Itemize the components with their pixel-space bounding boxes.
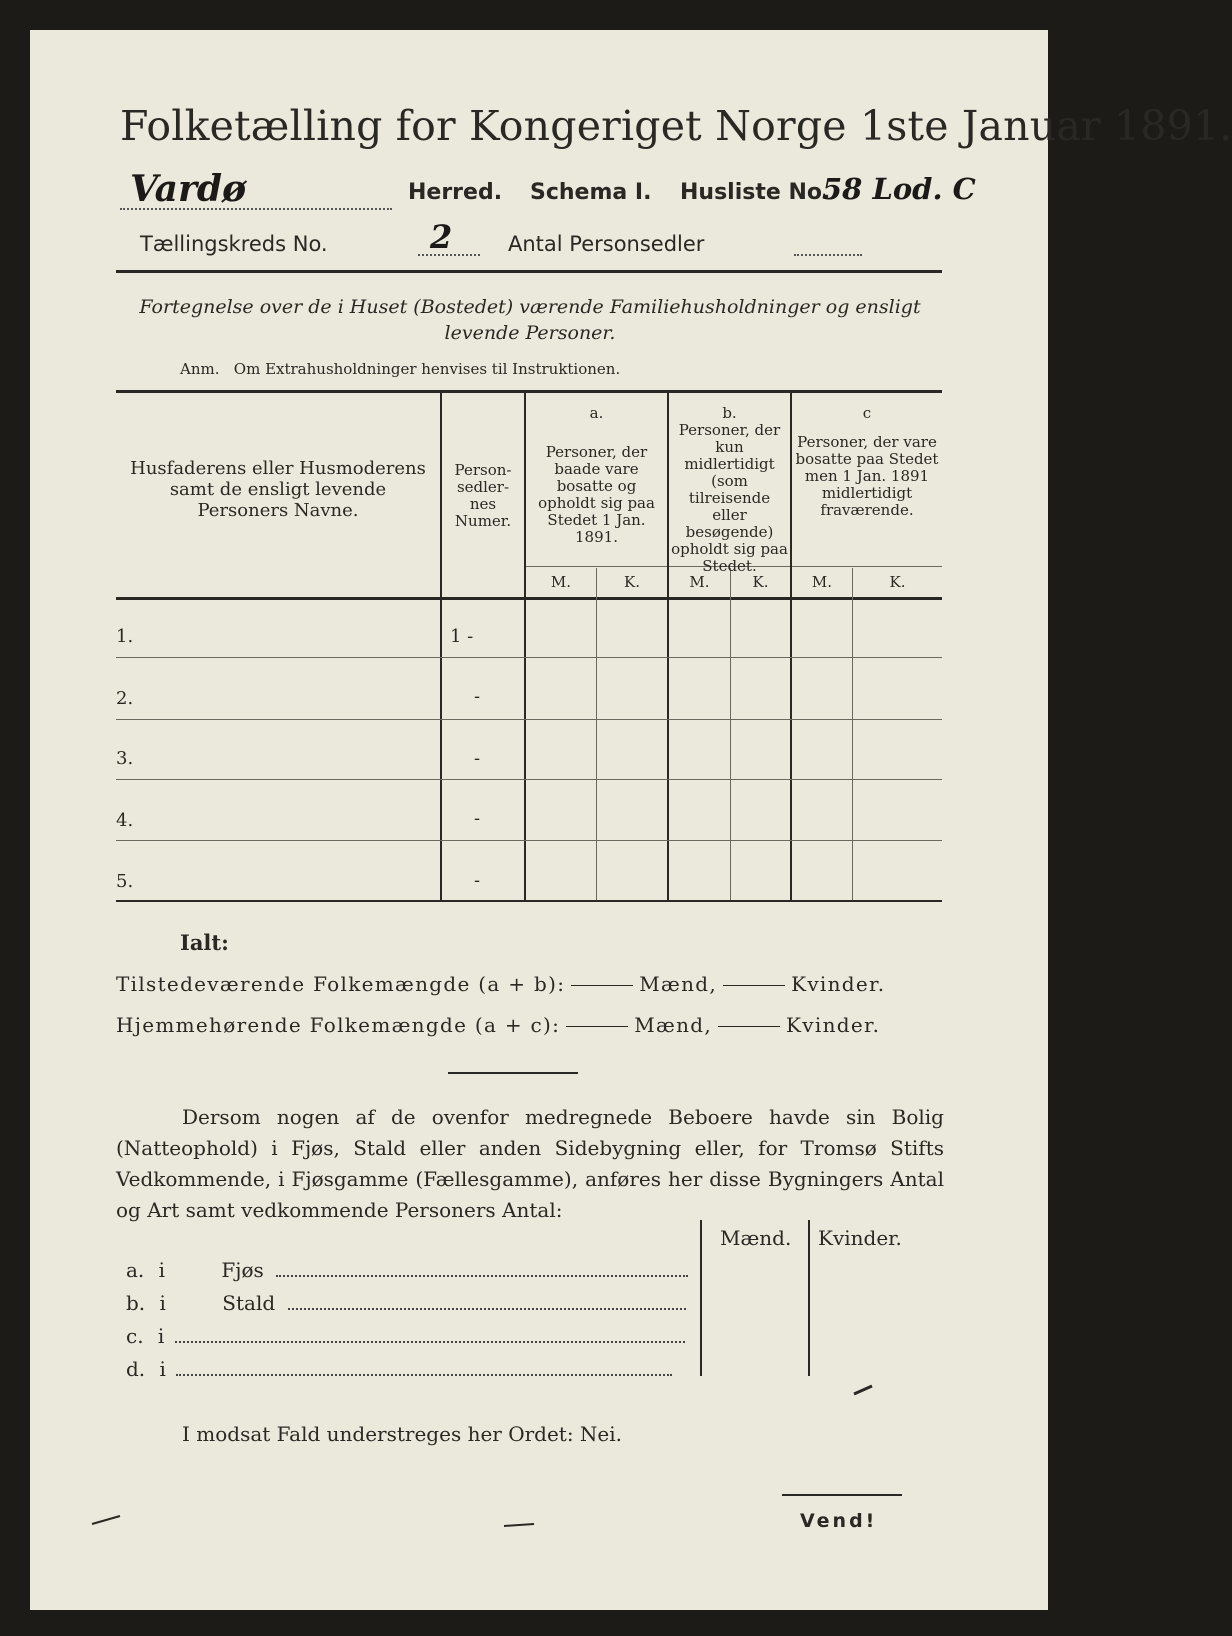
- vend-label: Vend!: [800, 1510, 878, 1532]
- bld-row-b: [126, 1291, 686, 1315]
- col-a-text: Personer, der baade vare bosatte og opholdt sig paa Stedet 1 Jan. 1891.: [538, 443, 655, 546]
- bld-row-b-dots: [288, 1308, 686, 1310]
- row-2-number: 2.: [116, 688, 134, 709]
- census-form-page: [30, 30, 1232, 1610]
- bld-row-b-letter: b.: [126, 1291, 146, 1315]
- col-a-letter: a.: [589, 404, 604, 422]
- ialt-label: Ialt:: [180, 930, 229, 955]
- bld-maend-header: Mænd.: [720, 1226, 792, 1250]
- vend-rule: [782, 1494, 902, 1496]
- hjemme-kvinder-label: Kvinder.: [786, 1013, 881, 1037]
- bld-row-c-letter: c.: [126, 1324, 144, 1348]
- herred-handwritten: Vardø: [130, 168, 247, 210]
- tilstede-label: Tilstedeværende Folkemængde (a + b):: [116, 972, 566, 996]
- hjemme-label: Hjemmehørende Folkemængde (a + c):: [116, 1013, 561, 1037]
- tilstede-maend-label: Mænd,: [639, 972, 718, 996]
- ink-mark-icon: [850, 1380, 880, 1400]
- row-3-numer: -: [474, 748, 481, 769]
- table-head-rule: [116, 597, 942, 600]
- bld-row-c-i: i: [157, 1324, 165, 1348]
- bld-row-d-letter: d.: [126, 1357, 146, 1381]
- k-header-a: K.: [624, 573, 640, 591]
- col-b-text: Personer, der kun midlertidigt (som tilreisende eller besøgende) opholdt sig paa Stedet.: [671, 421, 788, 575]
- herred-label: Herred.: [408, 180, 503, 205]
- row-5-numer: -: [474, 870, 481, 891]
- bld-kvinder-header: Kvinder.: [818, 1226, 902, 1250]
- tilstede-maend-blank: [571, 985, 633, 986]
- row-2-line: [116, 719, 942, 720]
- ink-mark-icon: [90, 1510, 130, 1530]
- bld-row-a-i: i: [158, 1258, 166, 1282]
- form-title: Folketælling for Kongeriget Norge 1ste Januar 1891.: [120, 102, 1232, 150]
- antal-field: [794, 232, 862, 256]
- tilstede-row: [116, 972, 885, 996]
- m-header-a: M.: [550, 573, 572, 591]
- col-b-letter: b.: [722, 404, 737, 422]
- section-divider: [448, 1072, 578, 1074]
- mk-divider-a: [596, 568, 597, 900]
- bld-row-b-i: i: [159, 1291, 166, 1315]
- hjemme-maend-blank: [566, 1026, 628, 1027]
- bld-divider-1: [700, 1220, 702, 1376]
- bld-row-c-dots: [175, 1341, 685, 1343]
- taellingskreds-label: Tællingskreds No.: [140, 232, 328, 256]
- tilstede-kvinder-label: Kvinder.: [791, 972, 886, 996]
- table-top-rule: [116, 390, 942, 393]
- bld-row-a-letter: a.: [126, 1258, 145, 1282]
- tilstede-kvinder-blank: [723, 985, 785, 986]
- hjemme-row: [116, 1013, 880, 1037]
- row-3-line: [116, 779, 942, 780]
- buildings-paragraph: Dersom nogen af de ovenfor medregnede Beboere havde sin Bolig (Natteophold) i Fjøs, Stald eller anden Sidebygning eller, for Tromsø Stifts Vedkommende, i Fjøsgamme (Fællesgamme), anføres her disse Bygningers Antal og Art samt vedkommende Personers Antal:: [116, 1105, 944, 1222]
- row-4-number: 4.: [116, 810, 134, 831]
- bld-row-a-dots: [276, 1275, 688, 1277]
- bld-row-b-label: Stald: [222, 1291, 276, 1315]
- nei-footer: I modsat Fald understreges her Ordet: Nei.: [182, 1422, 623, 1446]
- col-c-letter: c: [862, 404, 872, 422]
- row-4-numer: -: [474, 808, 481, 829]
- m-header-c: M.: [811, 573, 833, 591]
- col-divider-3: [667, 392, 669, 900]
- row-1-number: 1.: [116, 626, 134, 647]
- mk-header-line-a: [526, 566, 667, 567]
- row-5-number: 5.: [116, 871, 134, 892]
- col-divider-4: [790, 392, 792, 900]
- row-1-line: [116, 657, 942, 658]
- bld-row-d: [126, 1357, 672, 1381]
- row-4-line: [116, 840, 942, 841]
- bld-row-c: [126, 1324, 685, 1348]
- row-3-number: 3.: [116, 748, 134, 769]
- header-rule: [116, 270, 942, 273]
- col-divider-2: [524, 392, 526, 900]
- ink-mark-icon: [500, 1516, 540, 1536]
- bld-divider-2: [808, 1220, 810, 1376]
- bld-row-a: [126, 1258, 688, 1282]
- bld-row-d-dots: [176, 1374, 672, 1376]
- table-bottom-rule: [116, 900, 942, 902]
- husliste-handwritten: 58 Lod. C: [822, 172, 976, 206]
- col-names-header: Husfaderens eller Husmoderens samt de ensligt levende Personers Navne.: [130, 458, 426, 521]
- row-1-numer: 1 -: [450, 626, 474, 647]
- bld-row-d-i: i: [159, 1357, 166, 1381]
- mk-header-line-c: [792, 566, 942, 567]
- husliste-label: Husliste No.: [680, 180, 831, 205]
- k-header-b: K.: [752, 573, 769, 591]
- schema-label: Schema I.: [530, 180, 652, 205]
- mk-divider-b: [730, 568, 731, 900]
- anm-text: Anm. Om Extrahusholdninger henvises til Instruktionen.: [180, 360, 621, 378]
- row-2-numer: -: [474, 686, 481, 707]
- col-divider-1: [440, 392, 442, 900]
- m-header-b: M.: [689, 573, 710, 591]
- col-numer-header: Person-sedler-nes Numer.: [454, 461, 512, 530]
- mk-divider-c: [852, 568, 853, 900]
- hjemme-kvinder-blank: [718, 1026, 780, 1027]
- antal-label: Antal Personsedler: [508, 232, 705, 256]
- k-header-c: K.: [889, 573, 906, 591]
- taellingskreds-handwritten: 2: [430, 218, 453, 256]
- col-c-text: Personer, der vare bosatte paa Stedet men 1 Jan. 1891 midlertidigt fraværende.: [795, 433, 939, 519]
- fortegnelse-text: Fortegnelse over de i Huset (Bostedet) værende Familiehusholdninger og ensligt levende Personer.: [139, 296, 921, 344]
- bld-row-a-label: Fjøs: [221, 1258, 264, 1282]
- hjemme-maend-label: Mænd,: [634, 1013, 713, 1037]
